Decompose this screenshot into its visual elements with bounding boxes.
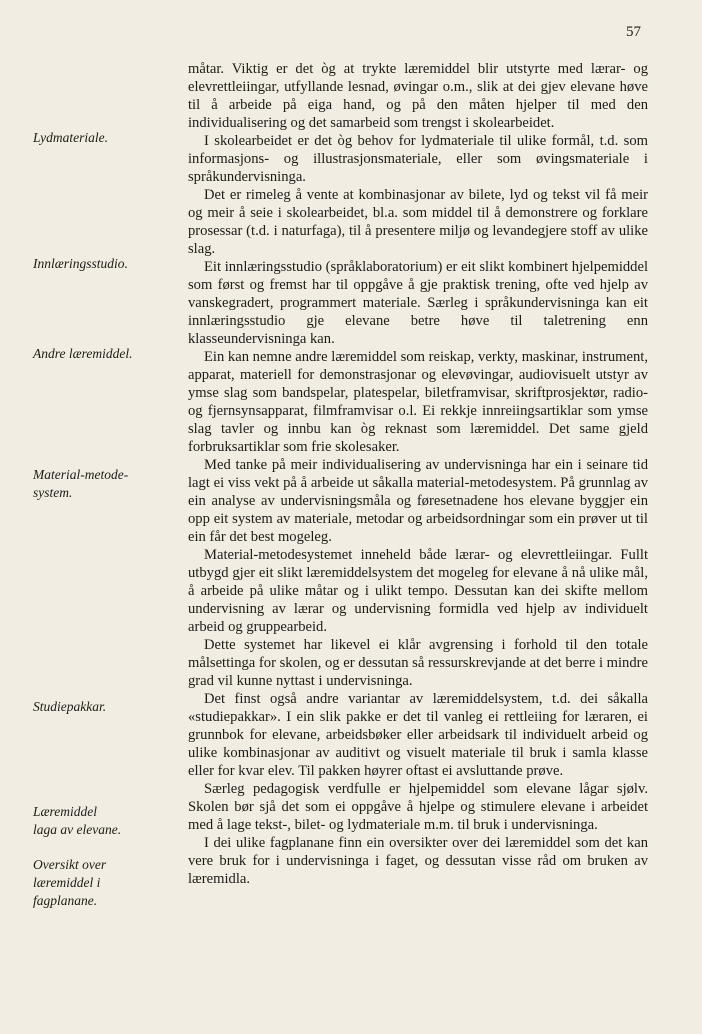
paragraph: Særleg pedagogisk verdfulle er hjelpemiddel som elevane lågar sjølv. Skolen bør sjå det som ei oppgåve å hjelpe og stimulere elevane i arbeidet med å lage tekst-, bilet- og lydmateriale m.m. til bruk i undervisninga. [188,781,648,833]
paragraph: Material-metodesystemet inneheld både lærar- og elevrettleiingar. Fullt utbygd gjer eit slikt læremiddelsystem det mogeleg for elevane å nå ulike mål, å arbeide på ulike måtar og i ulikt tempo. Dessutan kan dei skifte mellom undervisning av lærar og undervisning formidla ved hjelp av individuelt arbeid og gruppearbeid. [188,547,648,635]
page-number: 57 [626,24,641,40]
paragraph: Dette systemet har likevel ei klår avgrensing i forhold til den totale målsettinga for skolen, og er dessutan så ressurskrevjande at det berre i mindre grad vil kunne nyttast i undervisninga. [188,637,648,689]
margin-note-innlaeringsstudio: Innlæringsstudio. [33,256,128,271]
margin-note-oversikt-i-fagplanane: Oversikt over læremiddel i fagplanane. [33,857,107,908]
paragraph: I dei ulike fagplanane finn ein oversikter over dei læremiddel som det kan vere bruk for i undervisninga i faget, og dessutan visse råd om bruken av læremidla. [188,835,648,887]
margin-note-studiepakkar: Studiepakkar. [33,699,107,714]
paragraph: Ein kan nemne andre læremiddel som reiskap, verkty, maskinar, instrument, apparat, materiell for demonstrasjonar og elevøvingar, audiovisuelt utstyr av ymse slag som bandspelar, platespelar, biletframvisar, skriftprosjektør, radio- og fjernsynsapparat, filmframvisar o.l. Ei rekkje innreiingsartiklar som ymse slag tavler og innbu kan òg reknast som læremiddel. Det same gjeld forbruksartiklar som frie skolesaker. [188,349,648,455]
body-text [188,60,648,888]
margin-note-lydmateriale: Lydmateriale. [33,130,108,145]
paragraph: Med tanke på meir individualisering av undervisninga har ein i seinare tid lagt ei viss vekt på å arbeide ut såkalla material-metodesystem. På grunnlag av ein analyse av undervisningsmåla og føresetnadene hos elevane byggjer ein opp eit system av materiale, metodar og arbeidsordningar som ein prøver ut til ein får det best mogeleg. [188,457,648,545]
margin-note-material-metodesystem: Material-metode- system. [33,467,129,500]
paragraph: måtar. Viktig er det òg at trykte læremiddel blir utstyrte med lærar- og elevrettleiingar, utfyllande lesnad, øvingar o.m., slik at dei gjev elevane høve til å arbeide på eiga hand, og på den måten hjelper til med den individualisering og det samarbeid som trengst i skolearbeidet. [188,61,648,131]
margin-note-andre-laeremiddel: Andre læremiddel. [33,346,133,361]
paragraph: Eit innlæringsstudio (språklaboratorium) er eit slikt kombinert hjelpemiddel som først og fremst har til oppgåve å gje praktisk trening, ofte ved hjelp av vanskegradert, programmert materiale. Særleg i språkundervisninga kan eit innlæringsstudio gje elevane betre høve til taletrening enn klasseundervisninga kan. [188,259,648,347]
paragraph: Det finst også andre variantar av læremiddelsystem, t.d. dei såkalla «studiepakkar». I ein slik pakke er det til vanleg ei rettleiing for læraren, ei grunnbok for elevane, arbeidsbøker eller arbeidsark til individuelt arbeid og ulike kombinasjonar av auditivt og visuelt materiale til bruk i samla klasse eller for kvar elev. Til pakken høyrer oftast ei avsluttande prøve. [188,691,648,779]
paragraph: Det er rimeleg å vente at kombinasjonar av bilete, lyd og tekst vil få meir og meir å seie i skolearbeidet, bl.a. som middel til å demonstrere og forklare prosessar (t.d. i naturfaga), til å presentere miljø og levandegjere stoff av ulike slag. [188,187,648,257]
paragraph: I skolearbeidet er det òg behov for lydmateriale til ulike formål, t.d. som informasjons- og illustrasjonsmateriale, eller som øvingsmateriale i språkundervisninga. [188,133,648,185]
margin-note-laeremiddel-laga-av-elevane: Læremiddel laga av elevane. [33,804,122,837]
